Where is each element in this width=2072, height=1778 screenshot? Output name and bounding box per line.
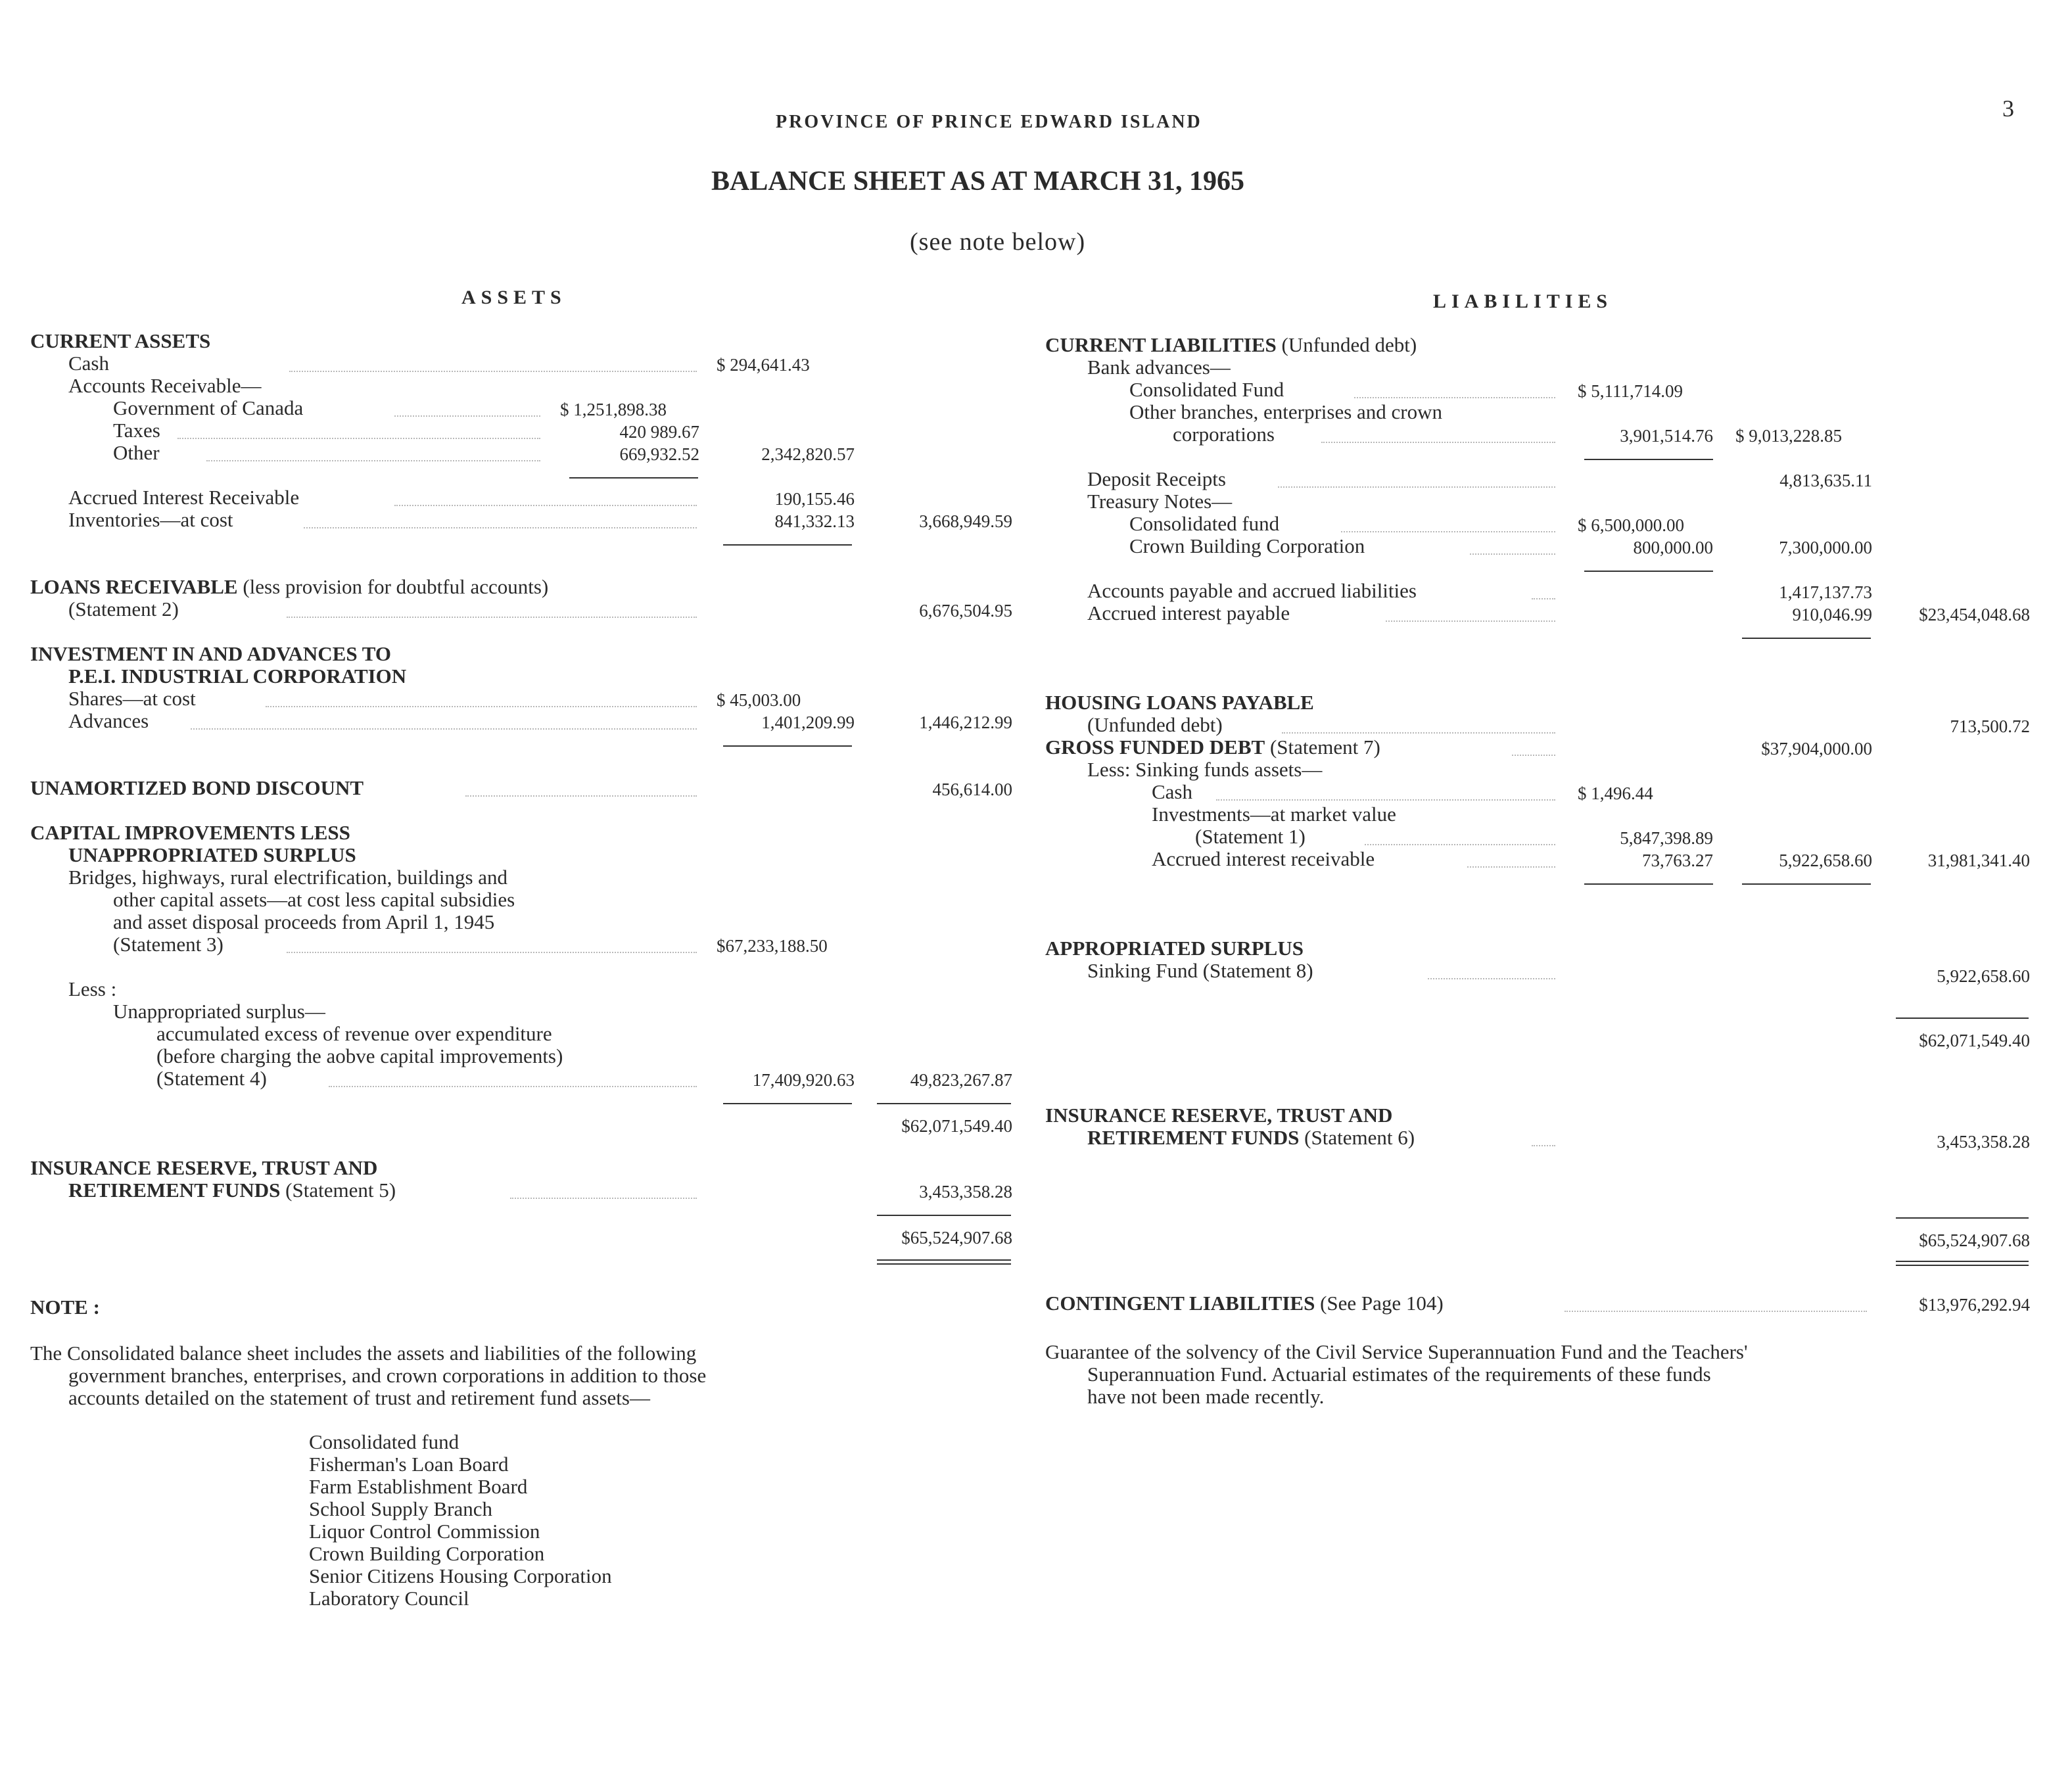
insurance-value: 3,453,358.28 — [919, 1182, 1012, 1202]
investment-heading-1: INVESTMENT IN AND ADVANCES TO — [30, 642, 391, 665]
leader-dots — [1341, 531, 1555, 532]
gov-value: $ 1,251,898.38 — [560, 400, 667, 419]
capital-value: $67,233,188.50 — [717, 936, 828, 956]
gross-net-value: 31,981,341.40 — [1927, 851, 2030, 870]
housing-sub: (Unfunded debt) — [1087, 713, 1223, 736]
cash-label: Cash — [68, 352, 109, 375]
advances-value: 1,401,209.99 — [761, 713, 855, 732]
note-item: Crown Building Corporation — [309, 1542, 545, 1565]
capital-line-3: and asset disposal proceeds from April 1, 1945 — [113, 910, 495, 933]
sf-total-value: 5,922,658.60 — [1779, 851, 1872, 870]
note-line-2: government branches, enterprises, and crown corporations in addition to those — [68, 1364, 707, 1387]
loans-heading-rest: (less provision for doubtful accounts) — [243, 575, 549, 598]
inventories-label: Inventories—at cost — [68, 508, 233, 531]
accounts-payable-label: Accounts payable and accrued liabilities — [1087, 579, 1417, 602]
treasury-notes-total: 7,300,000.00 — [1779, 538, 1872, 557]
liab-insurance-value: 3,453,358.28 — [1937, 1132, 2030, 1152]
loans-heading — [30, 576, 548, 598]
advances-label: Advances — [68, 709, 149, 732]
current-liabilities-total: $23,454,048.68 — [1919, 605, 2030, 624]
leader-dots — [394, 505, 697, 506]
sf-investments-value: 5,847,398.89 — [1620, 828, 1713, 848]
sf-cash-value: $ 1,496.44 — [1578, 784, 1653, 803]
other-value: 669,932.52 — [619, 444, 699, 464]
province-heading: PROVINCE OF PRINCE EDWARD ISLAND — [776, 112, 1202, 132]
leader-dots — [1532, 598, 1555, 599]
rule — [877, 1215, 1011, 1216]
note-item: Farm Establishment Board — [309, 1475, 528, 1498]
rule — [569, 477, 698, 479]
note-heading: NOTE : — [30, 1296, 100, 1319]
liab-insurance-heading-1: INSURANCE RESERVE, TRUST AND — [1045, 1104, 1393, 1127]
other-label: Other — [113, 441, 160, 464]
sinking-less-label: Less: Sinking funds assets— — [1087, 758, 1323, 781]
capital-line-1: Bridges, highways, rural electrification, buildings and — [68, 866, 508, 889]
unappropriated-value: 17,409,920.63 — [752, 1070, 855, 1090]
capital-heading-1: CAPITAL IMPROVEMENTS LESS — [30, 821, 350, 844]
note-item: Consolidated fund — [309, 1430, 459, 1453]
other-branches-value: 3,901,514.76 — [1620, 426, 1713, 446]
appropriated-sub: Sinking Fund (Statement 8) — [1087, 959, 1313, 982]
leader-dots — [394, 415, 540, 417]
tn-crown-value: 800,000.00 — [1633, 538, 1713, 557]
ar-label: Accounts Receivable— — [68, 374, 262, 397]
accrued-interest-label: Accrued interest payable — [1087, 601, 1290, 624]
current-liabilities-rest: (Unfunded debt) — [1281, 333, 1417, 356]
loans-value: 6,676,504.95 — [919, 601, 1012, 620]
deposit-receipts-value: 4,813,635.11 — [1779, 471, 1872, 490]
liab-insurance-heading-2-bold: RETIREMENT FUNDS — [1087, 1126, 1300, 1149]
taxes-value: 420 989.67 — [619, 422, 699, 442]
rule — [723, 745, 852, 747]
housing-heading: HOUSING LOANS PAYABLE — [1045, 691, 1314, 714]
accumulated-line-3: (Statement 4) — [156, 1067, 267, 1090]
leader-dots — [206, 460, 540, 461]
leader-dots — [287, 952, 697, 953]
gross-heading-bold: GROSS FUNDED DEBT — [1045, 736, 1265, 759]
contingent-line-3: have not been made recently. — [1087, 1385, 1325, 1408]
leader-dots — [191, 728, 697, 730]
gross-heading — [1045, 736, 1380, 759]
leader-dots — [1470, 553, 1555, 555]
rule — [1584, 883, 1713, 885]
sf-accrued-label: Accrued interest receivable — [1152, 847, 1375, 870]
gross-value: $37,904,000.00 — [1761, 739, 1872, 759]
rule — [877, 1103, 1011, 1104]
rule — [1742, 883, 1871, 885]
appropriated-value: 5,922,658.60 — [1937, 966, 2030, 986]
housing-value: 713,500.72 — [1950, 716, 2030, 736]
bank-advances-total: $ 9,013,228.85 — [1735, 426, 1842, 446]
investment-total: 1,446,212.99 — [919, 713, 1012, 732]
assets-subtotal: $62,071,549.40 — [901, 1116, 1012, 1136]
leader-dots — [1428, 978, 1555, 979]
capital-heading-2: UNAPPROPRIATED SURPLUS — [68, 843, 356, 866]
inventories-value: 841,332.13 — [774, 511, 855, 531]
appropriated-heading: APPROPRIATED SURPLUS — [1045, 937, 1304, 960]
contingent-line-2: Superannuation Fund. Actuarial estimates of the requirements of these funds — [1087, 1363, 1711, 1386]
current-assets-total: 3,668,949.59 — [919, 511, 1012, 531]
sf-cash-label: Cash — [1152, 780, 1192, 803]
accrued-interest-value: 910,046.99 — [1792, 605, 1872, 624]
cash-value: $ 294,641.43 — [717, 355, 810, 375]
leader-dots — [1278, 486, 1555, 488]
rule — [1584, 571, 1713, 572]
rule — [1896, 1018, 2029, 1019]
leader-dots — [1467, 866, 1555, 868]
leader-dots — [266, 706, 697, 707]
tn-consolidated-value: $ 6,500,000.00 — [1578, 515, 1684, 535]
assets-grand-total: $65,524,907.68 — [901, 1228, 1012, 1248]
liab-insurance-heading-2 — [1087, 1127, 1415, 1149]
capital-net-value: 49,823,267.87 — [910, 1070, 1012, 1090]
contingent-heading — [1045, 1292, 1444, 1315]
leader-dots — [329, 1086, 697, 1087]
note-item: Laboratory Council — [309, 1587, 469, 1610]
rule — [1896, 1217, 2029, 1219]
insurance-heading-2 — [68, 1179, 396, 1202]
gov-label: Government of Canada — [113, 396, 304, 419]
note-item: Senior Citizens Housing Corporation — [309, 1564, 612, 1587]
accrued-label: Accrued Interest Receivable — [68, 486, 300, 509]
current-liabilities-heading — [1045, 334, 1417, 356]
shares-value: $ 45,003.00 — [717, 690, 801, 710]
rule — [1742, 638, 1871, 639]
note-line-1: The Consolidated balance sheet includes the assets and liabilities of the following — [30, 1342, 697, 1365]
less-label: Less : — [68, 977, 117, 1000]
rule — [877, 1259, 1011, 1261]
note-line-3: accounts detailed on the statement of trust and retirement fund assets— — [68, 1386, 650, 1409]
leader-dots — [1216, 799, 1555, 801]
insurance-heading-1: INSURANCE RESERVE, TRUST AND — [30, 1156, 378, 1179]
capital-line-2: other capital assets—at cost less capital subsidies — [113, 888, 515, 911]
page-number: 3 — [2002, 95, 2014, 122]
other-branches-label-1: Other branches, enterprises and crown — [1129, 400, 1443, 423]
current-liabilities-bold: CURRENT LIABILITIES — [1045, 333, 1277, 356]
leader-dots — [304, 527, 697, 528]
rule — [1584, 459, 1713, 460]
ar-total-value: 2,342,820.57 — [761, 444, 855, 464]
rule — [723, 544, 852, 546]
page-subtitle: (see note below) — [910, 228, 1086, 256]
page-title: BALANCE SHEET AS AT MARCH 31, 1965 — [711, 166, 1245, 197]
shares-label: Shares—at cost — [68, 687, 196, 710]
rule — [723, 1103, 852, 1104]
note-item: Liquor Control Commission — [309, 1520, 540, 1543]
leader-dots — [287, 617, 697, 618]
gross-statement: (Statement 7) — [1269, 736, 1380, 759]
liabilities-grand-total: $65,524,907.68 — [1919, 1230, 2030, 1250]
note-item: School Supply Branch — [309, 1497, 492, 1520]
contingent-line-1: Guarantee of the solvency of the Civil Service Superannuation Fund and the Teachers' — [1045, 1340, 1748, 1363]
sf-investments-label-1: Investments—at market value — [1152, 803, 1396, 826]
rule — [877, 1263, 1011, 1265]
note-item: Fisherman's Loan Board — [309, 1453, 509, 1476]
loans-statement: (Statement 2) — [68, 597, 179, 620]
contingent-heading-bold: CONTINGENT LIABILITIES — [1045, 1292, 1315, 1315]
leader-dots — [1565, 1311, 1867, 1312]
liab-insurance-statement: (Statement 6) — [1304, 1126, 1415, 1149]
contingent-value: $13,976,292.94 — [1919, 1295, 2030, 1315]
insurance-heading-2-bold: RETIREMENT FUNDS — [68, 1179, 281, 1202]
leader-dots — [1321, 442, 1555, 443]
leader-dots — [510, 1198, 697, 1199]
leader-dots — [1365, 844, 1555, 845]
leader-dots — [1386, 620, 1555, 622]
bond-heading: UNAMORTIZED BOND DISCOUNT — [30, 776, 364, 799]
assets-title: ASSETS — [461, 287, 567, 308]
loans-heading-bold: LOANS RECEIVABLE — [30, 575, 238, 598]
bank-advances-label: Bank advances— — [1087, 356, 1231, 379]
leader-dots — [1532, 1145, 1555, 1146]
consolidated-fund-label: Consolidated Fund — [1129, 378, 1284, 401]
rule — [1896, 1261, 2029, 1262]
taxes-label: Taxes — [113, 419, 160, 442]
leader-dots — [465, 795, 697, 797]
rule — [1896, 1265, 2029, 1266]
accumulated-line-2: (before charging the aobve capital improvements) — [156, 1044, 563, 1067]
consolidated-fund-value: $ 5,111,714.09 — [1578, 381, 1683, 401]
accrued-value: 190,155.46 — [774, 489, 855, 509]
sf-investments-label-2: (Statement 1) — [1195, 825, 1306, 848]
tn-crown-label: Crown Building Corporation — [1129, 534, 1365, 557]
leader-dots — [1512, 755, 1555, 756]
leader-dots — [289, 371, 697, 372]
leader-dots — [177, 438, 540, 439]
accounts-payable-value: 1,417,137.73 — [1779, 582, 1872, 602]
tn-consolidated-label: Consolidated fund — [1129, 512, 1280, 535]
current-assets-heading: CURRENT ASSETS — [30, 329, 211, 352]
liabilities-title: LIABILITIES — [1433, 291, 1613, 312]
investment-heading-2: P.E.I. INDUSTRIAL CORPORATION — [68, 665, 407, 688]
accumulated-line-1: accumulated excess of revenue over expenditure — [156, 1022, 552, 1045]
treasury-notes-label: Treasury Notes— — [1087, 490, 1233, 513]
deposit-receipts-label: Deposit Receipts — [1087, 467, 1226, 490]
other-branches-label-2: corporations — [1173, 423, 1275, 446]
contingent-rest: (See Page 104) — [1320, 1292, 1444, 1315]
leader-dots — [1282, 732, 1555, 734]
unappropriated-label: Unappropriated surplus— — [113, 1000, 325, 1023]
liabilities-subtotal: $62,071,549.40 — [1919, 1031, 2030, 1050]
insurance-statement: (Statement 5) — [285, 1179, 396, 1202]
capital-line-4: (Statement 3) — [113, 933, 224, 956]
leader-dots — [1354, 397, 1555, 398]
sf-accrued-value: 73,763.27 — [1642, 851, 1713, 870]
bond-value: 456,614.00 — [932, 780, 1012, 799]
